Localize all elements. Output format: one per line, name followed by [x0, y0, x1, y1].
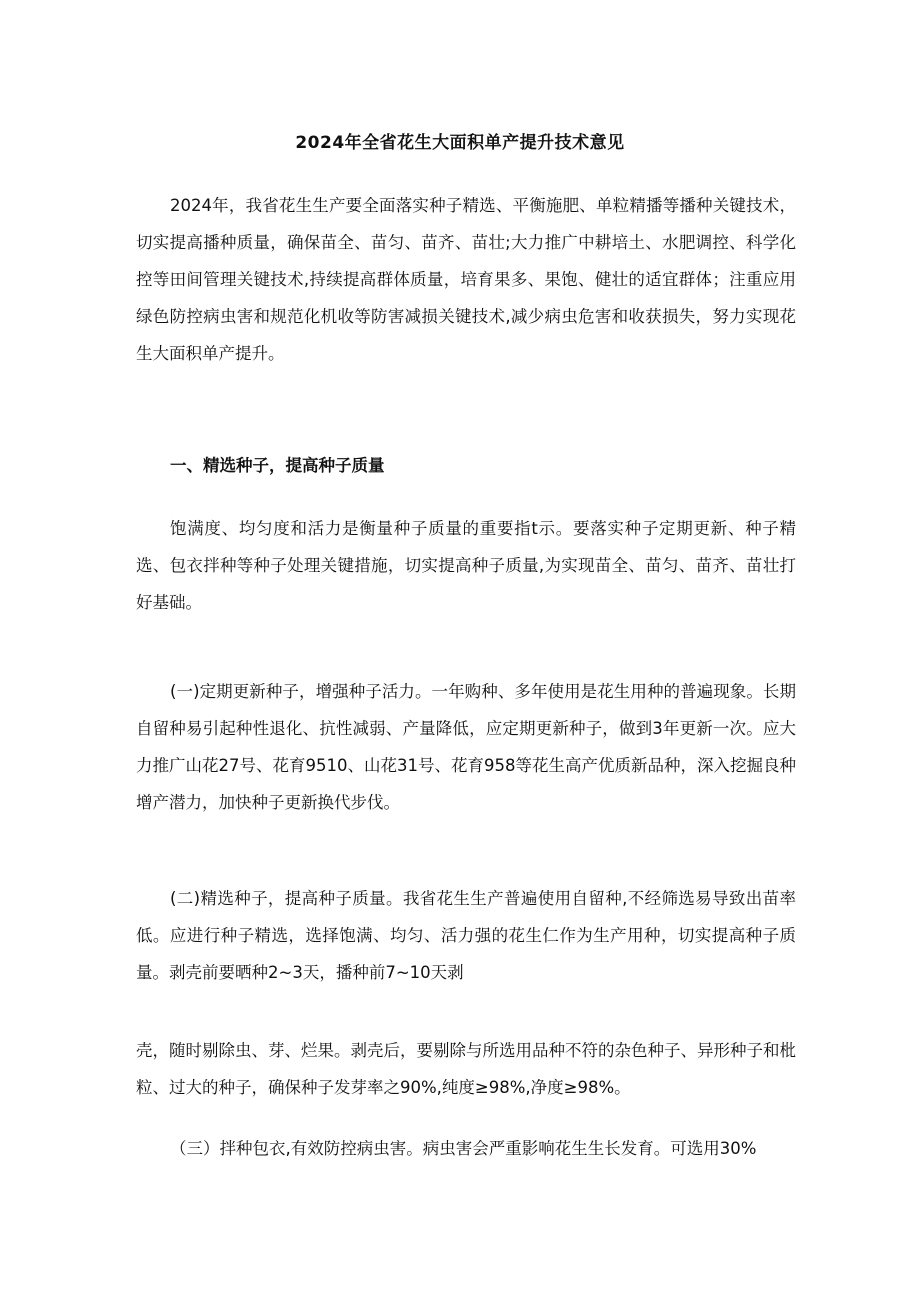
- item-2-continuation-paragraph: 壳，随时剔除虫、芽、烂果。剥壳后，要剔除与所选用品种不符的杂色种子、异形种子和枇粒、过大的种子，确保种子发芽率之90%,纯度≥98%,净度≥98%。: [136, 1041, 796, 1097]
- intro-paragraph: 2024年，我省花生生产要全面落实种子精选、平衡施肥、单粒精播等播种关键技术，切实提高播种质量，确保苗全、苗匀、苗齐、苗壮;大力推广中耕培土、水肥调控、科学化控等田间管理关键技术,持续提高群体质量，培育果多、果饱、健壮的适宜群体；注重应用绿色防控病虫害和规范化机收等防害减损关键技术,减少病虫危害和收获损失，努力实现花生大面积单产提升。: [136, 196, 796, 363]
- item-1-paragraph: (一)定期更新种子，增强种子活力。一年购种、多年使用是花生用种的普遍现象。长期自留种易引起种性退化、抗性减弱、产量降低，应定期更新种子，做到3年更新一次。应大力推广山花27号、花育9510、山花31号、花育958等花生高产优质新品种，深入挖掘良种增产潜力，加快种子更新换代步伐。: [136, 682, 796, 812]
- section-summary-paragraph: 饱满度、均匀度和活力是衡量种子质量的重要指t示。要落实种子定期更新、种子精选、包衣拌种等种子处理关键措施，切实提高种子质量,为实现苗全、苗匀、苗齐、苗壮打好基础。: [136, 519, 796, 612]
- item-3-paragraph: （三）拌种包衣,有效防控病虫害。病虫害会严重影响花生生长发育。可选用30%: [170, 1139, 757, 1158]
- section-heading: 一、精选种子，提高种子质量: [170, 456, 385, 475]
- document-title: 2024年全省花生大面积单产提升技术意见: [295, 133, 625, 153]
- item-2-paragraph: (二)精选种子，提高种子质量。我省花生生产普遍使用自留种,不经筛选易导致出苗率低。应进行种子精选，选择饱满、均匀、活力强的花生仁作为生产用种，切实提高种子质量。剥壳前要晒种2~3天，播种前7~10天剥: [136, 889, 796, 982]
